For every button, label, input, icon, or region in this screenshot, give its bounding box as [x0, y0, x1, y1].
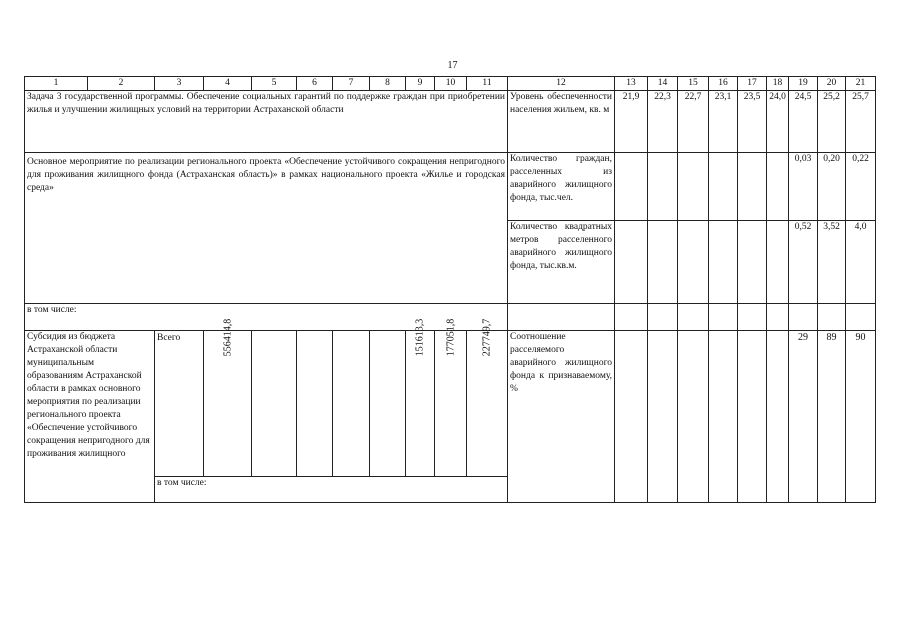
- task3-value-15: 22,7: [678, 91, 709, 153]
- column-number-row: [25, 77, 876, 91]
- subsidy-indicator: Соотношение расселяемого аварийного жилищного фонда к признаваемому, %: [508, 331, 615, 503]
- subsidy-value-19: 29: [789, 331, 818, 503]
- main-activity-row-1: [25, 153, 876, 221]
- main-activity-value2-20: 3,52: [818, 221, 846, 304]
- main-activity-value2-21: 4,0: [846, 221, 876, 304]
- col-num: 17: [738, 77, 767, 91]
- subsidy-v10: 177051,8: [445, 318, 456, 357]
- subsidy-total-cell: [204, 318, 252, 477]
- main-activity-value1-19: 0,03: [789, 153, 818, 221]
- main-activity-value1-21: 0,22: [846, 153, 876, 221]
- subsidy-including-label: в том числе:: [155, 477, 508, 503]
- task3-value-20: 25,2: [818, 91, 846, 153]
- program-table: [24, 76, 876, 503]
- subsidy-total: 556414,8: [222, 318, 233, 357]
- col-num: 9: [406, 77, 435, 91]
- col-num: 19: [789, 77, 818, 91]
- main-activity-indicator-1: Количество граждан, расселенных из аварийного жилищного фонда, тыс.чел.: [508, 153, 615, 221]
- col-num: 11: [467, 77, 508, 91]
- col-num: 13: [615, 77, 648, 91]
- task3-value-18: 24,0: [767, 91, 789, 153]
- task3-row: [25, 91, 876, 153]
- subsidy-v11: 227749,7: [481, 318, 493, 357]
- col-num: 15: [678, 77, 709, 91]
- task3-value-21: 25,7: [846, 91, 876, 153]
- main-activity-text: Основное мероприятие по реализации регионального проекта «Обеспечение устойчивого сокращения непригодного для проживания жилищного фонда (Астраханская область)» в рамках национального проекта «Жилье и городская среда»: [25, 153, 508, 304]
- col-num: 3: [155, 77, 204, 91]
- col-num: 10: [435, 77, 467, 91]
- task3-value-19: 24,5: [789, 91, 818, 153]
- subsidy-v9: 151613,3: [414, 318, 426, 357]
- subsidy-source-total: Всего: [155, 331, 204, 477]
- subsidy-v9-cell: [406, 318, 435, 477]
- main-activity-value2-19: 0,52: [789, 221, 818, 304]
- task3-value-14: 22,3: [648, 91, 678, 153]
- col-num: 12: [508, 77, 615, 91]
- task3-indicator: Уровень обеспеченности населения жильем, кв. м: [508, 91, 615, 153]
- task3-text: Задача 3 государственной программы. Обеспечение социальных гарантий по поддержке граждан при приобретении жилья и улучшении жилищных условий на территории Астраханской области: [25, 91, 508, 153]
- task3-value-13: 21,9: [615, 91, 648, 153]
- col-num: 1: [25, 77, 88, 91]
- subsidy-value-21: 90: [846, 331, 876, 503]
- col-num: 7: [333, 77, 370, 91]
- main-activity-value1-20: 0,20: [818, 153, 846, 221]
- page-number: 17: [447, 60, 458, 71]
- col-num: 5: [252, 77, 297, 91]
- subsidy-value-20: 89: [818, 331, 846, 503]
- task3-value-16: 23,1: [709, 91, 738, 153]
- task3-value-17: 23,5: [738, 91, 767, 153]
- col-num: 20: [818, 77, 846, 91]
- col-num: 14: [648, 77, 678, 91]
- subsidy-v10-cell: [435, 318, 467, 477]
- including-label: в том числе:: [25, 304, 508, 331]
- col-num: 2: [88, 77, 155, 91]
- col-num: 6: [297, 77, 333, 91]
- subsidy-row: [25, 331, 876, 477]
- col-num: 21: [846, 77, 876, 91]
- col-num: 16: [709, 77, 738, 91]
- col-num: 18: [767, 77, 789, 91]
- col-num: 8: [370, 77, 406, 91]
- subsidy-v11-cell: [467, 318, 508, 477]
- main-activity-indicator-2: Количество квадратных метров расселенного аварийного жилищного фонда, тыс.кв.м.: [508, 221, 615, 304]
- col-num: 4: [204, 77, 252, 91]
- subsidy-text: Субсидия из бюджета Астраханской области муниципальным образованиям Астраханской области в рамках основного мероприятия по реализации регионального проекта «Обеспечение устойчивого сокращения непригодного для проживания жилищного: [25, 331, 155, 503]
